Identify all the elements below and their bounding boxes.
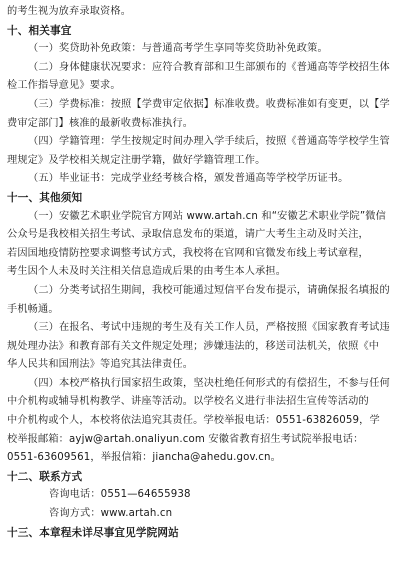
text-line: （一）奖贷助补免政策：与普通高考学生享同等奖贷助补免政策。: [28, 43, 328, 55]
text-line: （四）学籍管理：学生按规定时间办理入学手续后，按照《普通高等学校学生管: [28, 136, 390, 148]
text-line: （三）在报名、考试中违规的考生及有关工作人员，严格按照《国家教育考试违: [28, 322, 390, 334]
text-line: 咨询方式：www.artah.cn: [49, 508, 173, 520]
text-line: 理规定》及学校相关规定注册学籍，做好学籍管理工作。: [7, 154, 266, 166]
section-heading: 十二、联系方式: [7, 470, 83, 483]
text-line: （二）身体健康状况要求：应符合教育部和卫生部颁布的《普通高等学校招生体: [28, 61, 390, 73]
section-heading: 十、相关事宜: [7, 24, 72, 37]
text-line: （一）安徽艺术职业学院官方网站 www.artah.cn 和“安徽艺术职业学院”微信: [28, 210, 386, 222]
text-line: 中介机构或个人，本校将依法追究其责任。学校举报电话：0551-63826059，学: [7, 415, 380, 427]
text-line: （五）毕业证书：完成学业经考核合格，颁发普通高等学校学历证书。: [28, 173, 349, 185]
text-line: 规处理办法》和教育部有关文件规定处理；涉嫌违法的，移送司法机关，依照《中: [7, 340, 380, 352]
text-line: 公众号是我校相关招生考试、录取信息发布的渠道，请广大考生主动及时关注，: [7, 229, 369, 241]
text-line: 校举报邮箱：ayjw@artah.onaliyun.com 安徽省教育招生考试院举报电话：: [7, 433, 364, 445]
text-line: 咨询电话：0551—64655938: [49, 489, 191, 501]
text-line: 0551-63609561，举报信箱：jiancha@ahedu.gov.cn。: [7, 452, 281, 464]
text-line: 的考生视为放弃录取资格。: [7, 6, 132, 17]
text-line: 检工作指导意见》要求。: [7, 80, 121, 92]
text-line: 华人民共和国刑法》等追究其法律责任。: [7, 359, 194, 371]
text-line: 手机畅通。: [7, 303, 59, 315]
text-line: 中介机构或辅导机构教学、讲座等活动。以学校名义进行非法招生宣传等活动的: [7, 396, 369, 408]
text-line: 若因国地疫情防控要求调整考试方式，我校将在官网和官微发布线上考试章程，: [7, 247, 369, 259]
text-line: 费审定部门】核准的最新收费标准执行。: [7, 117, 194, 129]
text-line: （三）学费标准：按照【学费审定依据】标准收费。收费标准如有变更，以【学: [28, 98, 390, 110]
section-heading: 十三、本章程未详尽事宜见学院网站: [7, 526, 179, 539]
section-heading: 十一、其他须知: [7, 191, 83, 204]
text-line: 考生因个人未及时关注相关信息造成后果的由考生本人承担。: [7, 266, 287, 278]
text-line: （四）本校严格执行国家招生政策，坚决杜绝任何形式的有偿招生，不参与任何: [28, 377, 390, 389]
text-line: （二）分类考试招生期间，我校可能通过短信平台发布提示，请确保报名填报的: [28, 284, 390, 296]
